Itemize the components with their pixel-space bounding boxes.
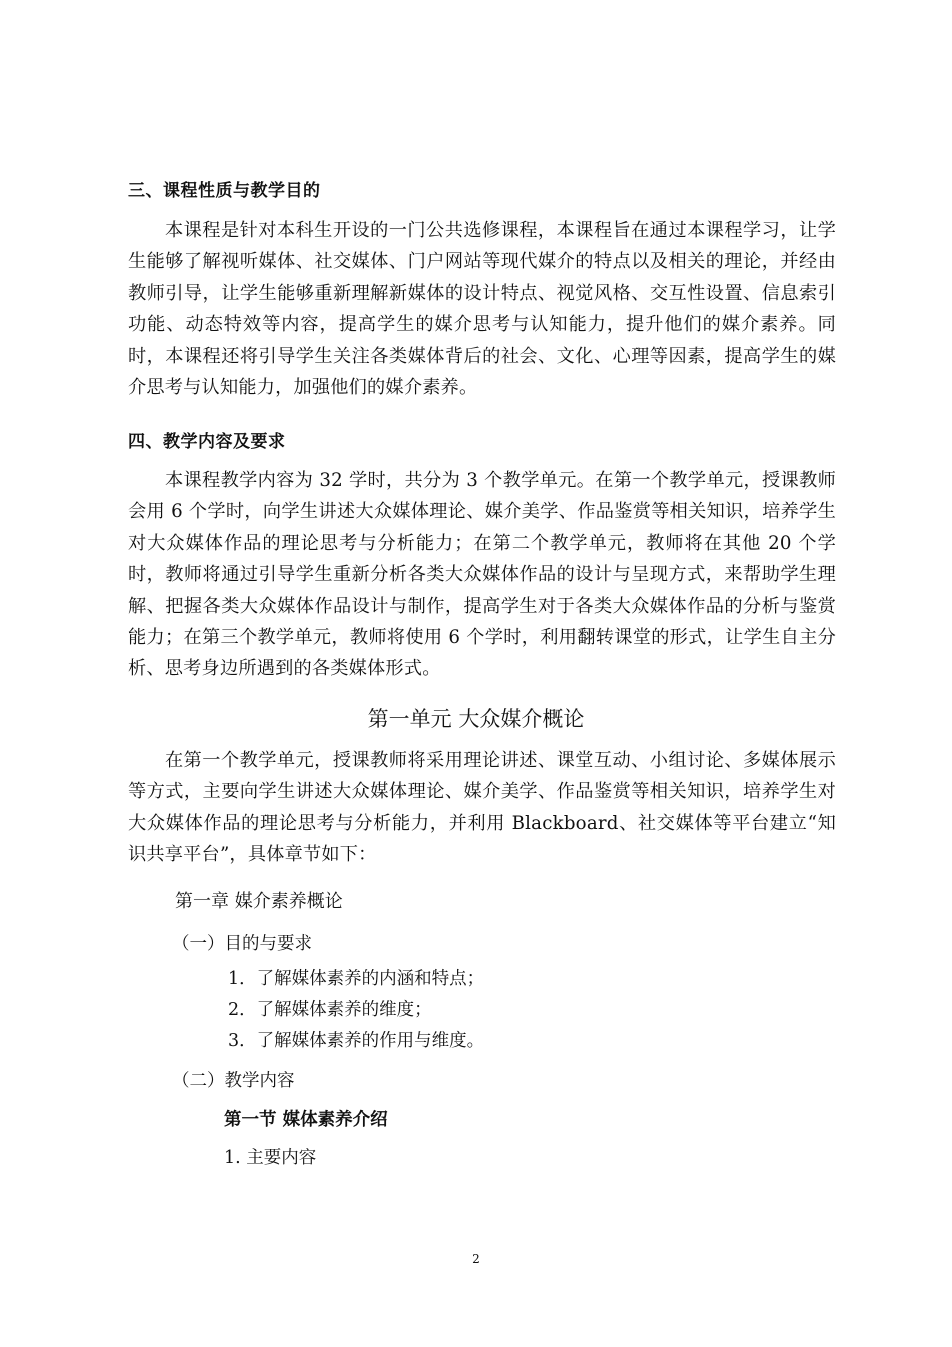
unit-1-title: 第一单元 大众媒介概论 <box>367 707 585 731</box>
section-1-title: 第一节 媒体素养介绍 <box>224 1110 388 1130</box>
section-3-heading: 三、课程性质与教学目的 <box>128 181 321 201</box>
unit-1-paragraph: 在第一个教学单元，授课教师将采用理论讲述、课堂互动、小组讨论、多媒体展示等方式，主要向学生讲述大众媒体理论、媒介美学、作品鉴赏等相关知识，培养学生对大众媒体作品的理论思考与分析能力，并利用 Blackboard、社交媒体等平台建立“知识共享平台”，具体章节如下： <box>128 750 836 866</box>
main-content-item: 1. 主要内容 <box>224 1148 317 1168</box>
section-3-paragraph: 本课程是针对本科生开设的一门公共选修课程，本课程旨在通过本课程学习，让学生能够了解视听媒体、社交媒体、门户网站等现代媒介的特点以及相关的理论，并经由教师引导，让学生能够重新理解新媒体的设计特点、视觉风格、交互性设置、信息索引功能、动态特效等内容，提高学生的媒介思考与认知能力，提升他们的媒介素养。同时，本课程还将引导学生关注各类媒体背后的社会、文化、心理等因素，提高学生的媒介思考与认知能力，加强他们的媒介素养。 <box>128 220 836 399</box>
section-4-paragraph: 本课程教学内容为 32 学时，共分为 3 个教学单元。在第一个教学单元，授课教师会用 6 个学时，向学生讲述大众媒体理论、媒介美学、作品鉴赏等相关知识，培养学生对大众媒体作品的理论思考与分析能力；在第二个教学单元，教师将在其他 20 个学时，教师将通过引导学生重新分析各类大众媒体作品的设计与呈现方式，来帮助学生理解、把握各类大众媒体作品设计与制作，提高学生对于各类大众媒体作品的分析与鉴赏能力；在第三个教学单元，教师将使用 6 个学时，利用翻转课堂的形式，让学生自主分析、思考身边所遇到的各类媒体形式。 <box>128 470 836 680</box>
content-heading: （二）教学内容 <box>172 1071 295 1091</box>
chapter-1-title: 第一章 媒介素养概论 <box>175 891 343 912</box>
objective-item: 2．了解媒体素养的维度； <box>228 1000 432 1020</box>
objective-item: 3．了解媒体素养的作用与维度。 <box>228 1031 485 1051</box>
section-4-heading: 四、教学内容及要求 <box>128 432 286 452</box>
page-number: 2 <box>472 1252 480 1266</box>
objectives-heading: （一）目的与要求 <box>172 934 312 954</box>
objective-item: 1．了解媒体素养的内涵和特点； <box>228 969 485 989</box>
